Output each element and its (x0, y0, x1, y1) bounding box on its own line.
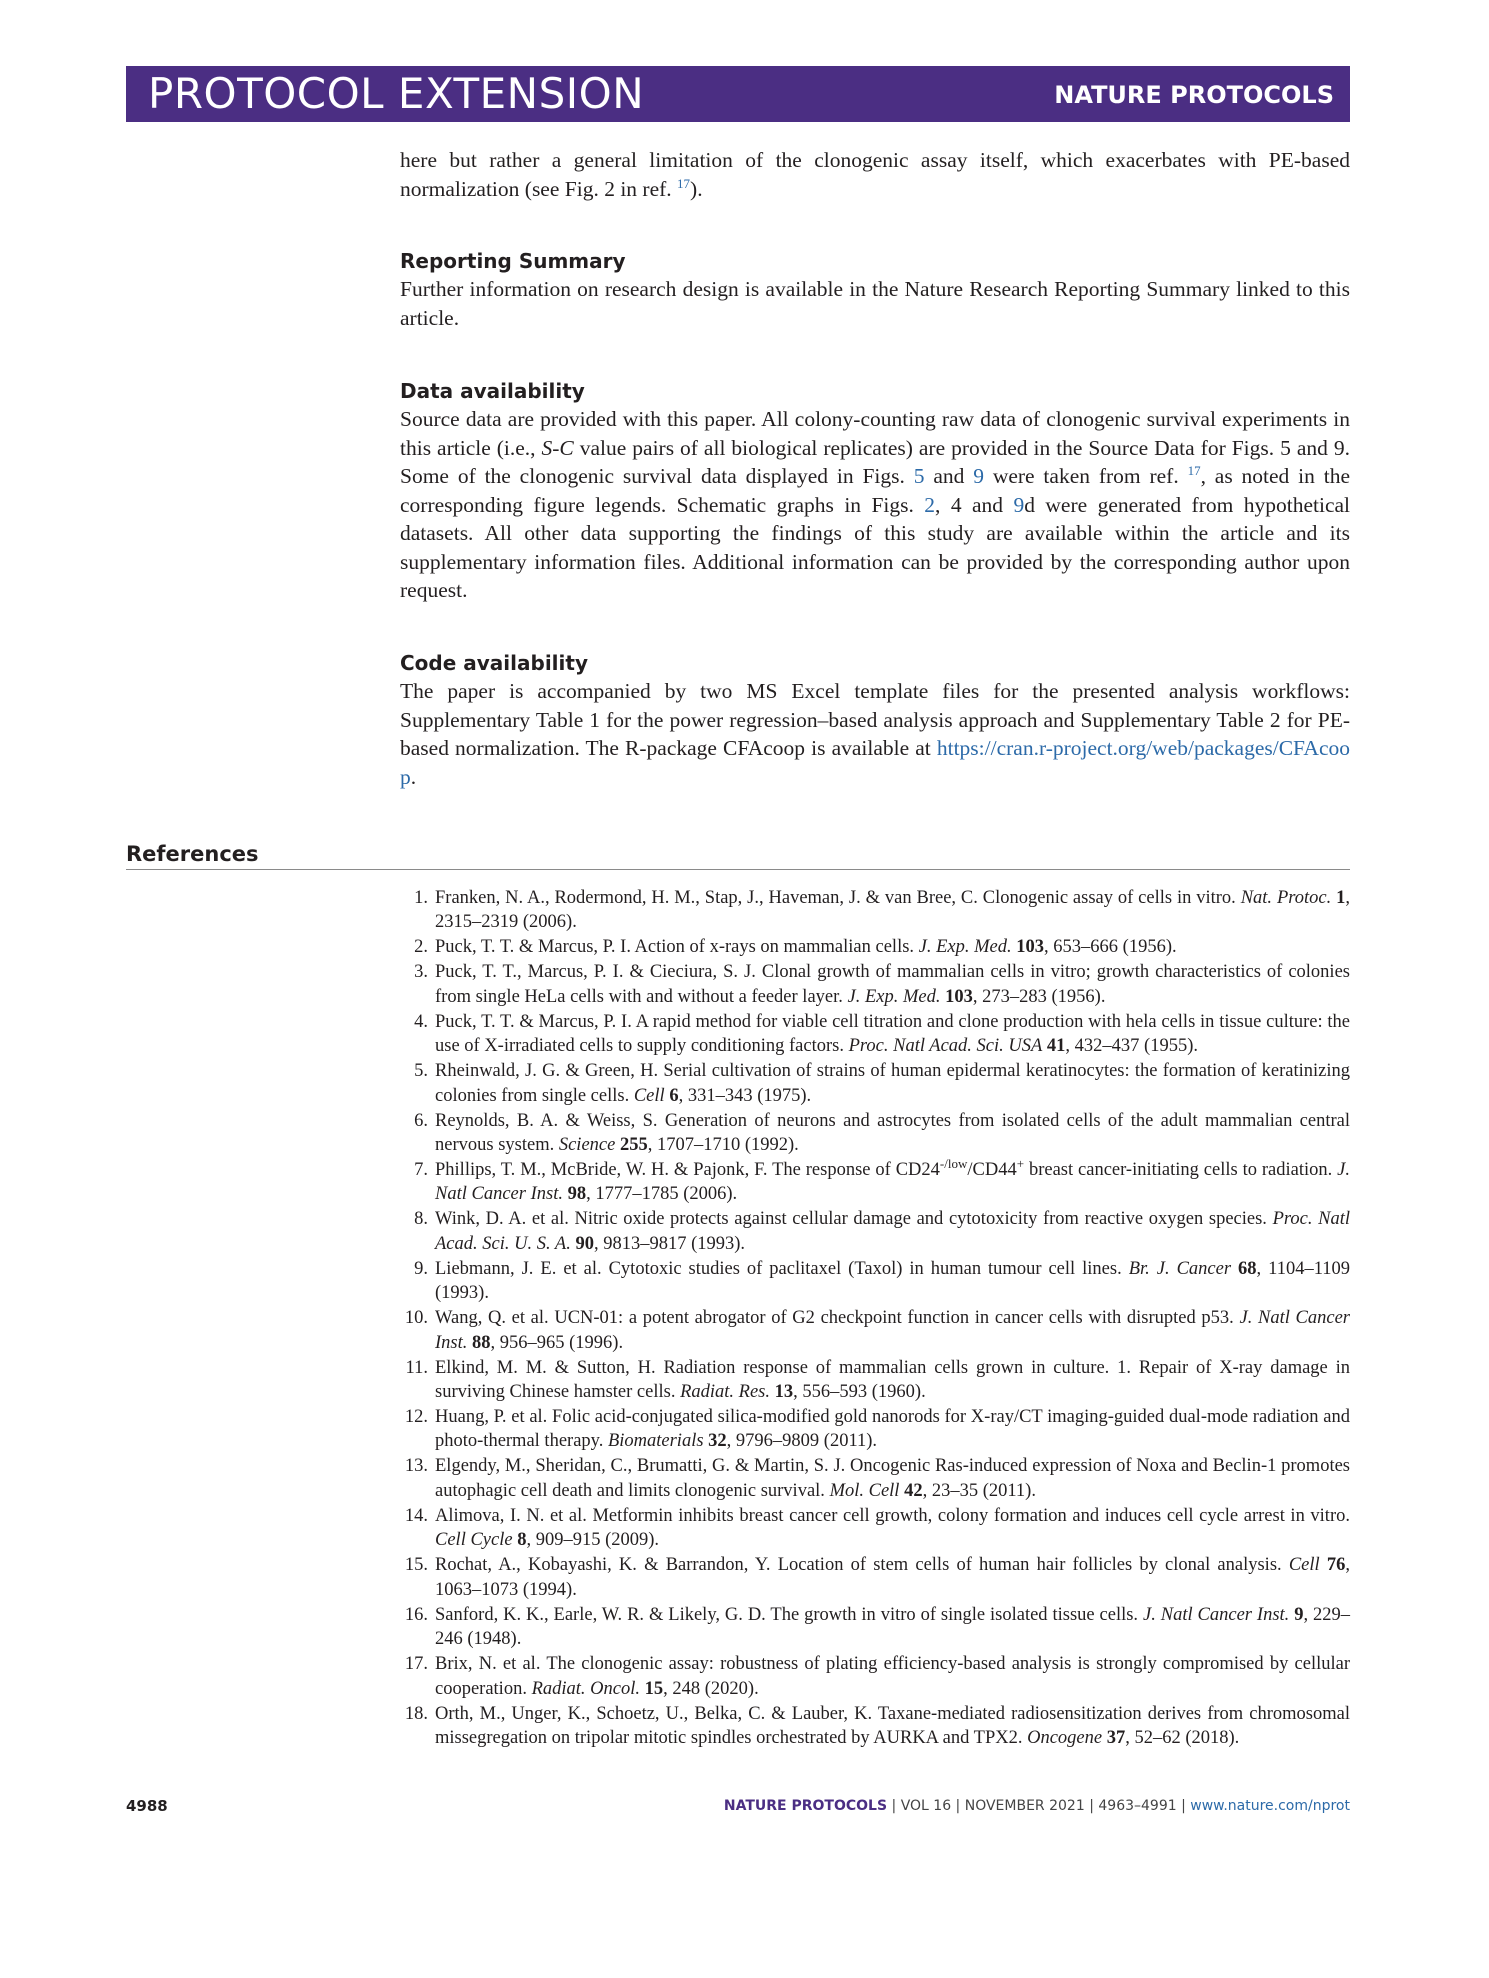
intro-paragraph: here but rather a general limitation of the clonogenic assay itself, which exacerbates with PE-based normalization (see Fig. 2 in ref. $^{17}$). (400, 148, 1350, 201)
ref-link-17[interactable]: 17 (677, 175, 691, 191)
section-text: The paper is accompanied by two MS Excel template files for the presented analysis workflows: Supplementary Table 1 for the power regression–based analysis approach and Supplementary Table 2 for PE-based normalization. The R-package CFAcoop is available at https://cran.r-project.org/web/packages/CFAcoop. (400, 679, 1350, 789)
reference-item: 4. Puck, T. T. & Marcus, P. I. A rapid method for viable cell titration and clone production with hela cells in tissue culture: the use of X-irradiated cells to supply conditioning factors. Proc. Natl Acad. Sci. USA 41, 432–437 (1955). (414, 1011, 1350, 1057)
section-heading: Data availability (400, 379, 585, 403)
journal-name: NATURE PROTOCOLS (1054, 81, 1334, 109)
section-heading: Reporting Summary (400, 249, 626, 273)
reference-item: 7. Phillips, T. M., McBride, W. H. & Pajonk, F. The response of $CD24^{-/low}/CD44^+$ breast cancer-initiating cells to radiation. J. Natl Cancer Inst. 98, 1777–1785 (2006). (414, 1155, 1350, 1205)
reference-item: 13. Elgendy, M., Sheridan, C., Brumatti, G. & Martin, S. J. Oncogenic Ras-induced expression of Noxa and Beclin-1 promotes autophagic cell death and limits clonogenic survival. Mol. Cell 42, 23–35 (2011). (404, 1456, 1350, 1501)
reference-item: 2. Puck, T. T. & Marcus, P. I. Action of x-rays on mammalian cells. J. Exp. Med. 103, 653–666 (1956). (414, 937, 1177, 958)
fig-link-9d[interactable]: 9 (1013, 492, 1025, 517)
reference-item: 8. Wink, D. A. et al. Nitric oxide protects against cellular damage and cytotoxicity from reactive oxygen species. Proc. Natl Acad. Sci. U. S. A. 90, 9813–9817 (1993). (414, 1209, 1350, 1254)
references-heading: References (126, 842, 259, 866)
code-availability-section (400, 649, 1350, 791)
reference-item: 11. Elkind, M. M. & Sutton, H. Radiation response of mammalian cells grown in culture. 1. Repair of X-ray damage in surviving Chinese hamster cells. Radiat. Res. 13, 556–593 (1960). (405, 1357, 1350, 1403)
section-text: Source data are provided with this paper. All colony-counting raw data of clonogenic survival experiments in this article (i.e., S-C value pairs of all biological replicates) are provided in the Source Data for Figs. 5 and 9. Some of the clonogenic survival data displayed in Figs. 5 and 9 were taken from ref. $^{17}$, as noted in the corresponding figure legends. Schematic graphs in Figs. 2, 4 and 9d were generated from hypothetical datasets. All other data supporting the findings of this study are available within the article and its supplementary information files. Additional information can be provided by the corresponding author upon request. (400, 407, 1351, 602)
reference-item: 1. Franken, N. A., Rodermond, H. M., Stap, J., Haveman, J. & van Bree, C. Clonogenic assay of cells in vitro. Nat. Protoc. 1, 2315–2319 (2006). (414, 888, 1350, 933)
section-title: PROTOCOL EXTENSION (148, 69, 645, 118)
reference-item: 6. Reynolds, B. A. & Weiss, S. Generation of neurons and astrocytes from isolated cells of the adult mammalian central nervous system. Science 255, 1707–1710 (1992). (414, 1110, 1350, 1156)
section-heading: Code availability (400, 651, 588, 675)
fig-link-5[interactable]: 5 (913, 464, 925, 488)
fig-link-2[interactable]: 2 (924, 492, 936, 517)
reference-item: 12. Huang, P. et al. Folic acid-conjugated silica-modified gold nanorods for X-ray/CT imaging-guided dual-mode radiation and photo-thermal therapy. Biomaterials 32, 9796–9809 (2011). (404, 1407, 1350, 1452)
reference-item: 14. Alimova, I. N. et al. Metformin inhibits breast cancer cell growth, colony formation and induces cell cycle arrest in vitro. Cell Cycle 8, 909–915 (2009). (404, 1505, 1350, 1551)
reference-item: 3. Puck, T. T., Marcus, P. I. & Cieciura, S. J. Clonal growth of mammalian cells in vitro; growth characteristics of colonies from single HeLa cells with and without a feeder layer. J. Exp. Med. 103, 273–283 (1956). (414, 962, 1350, 1007)
reporting-summary-section (400, 247, 1350, 332)
reference-item: 18. Orth, M., Unger, K., Schoetz, U., Belka, C. & Lauber, K. Taxane-mediated radiosensitization derives from chromosomal missegregation on tripolar mitotic spindles orchestrated by AURKA and TPX2. Oncogene 37, 52–62 (2018). (404, 1703, 1350, 1748)
reference-item: 17. Brix, N. et al. The clonogenic assay: robustness of plating efficiency-based analysis is strongly compromised by cellular cooperation. Radiat. Oncol. 15, 248 (2020). (404, 1654, 1350, 1699)
footer-citation: NATURE PROTOCOLS | VOL 16 | NOVEMBER 2021 | 4963–4991 | www.nature.com/nprot (723, 1798, 1350, 1814)
reference-item: 5. Rheinwald, J. G. & Green, H. Serial cultivation of strains of human epidermal keratinocytes: the formation of keratinizing colonies from single cells. Cell 6, 331–343 (1975). (414, 1061, 1350, 1106)
page-number: 4988 (126, 1797, 168, 1815)
header-banner (126, 66, 1350, 122)
reference-list (400, 886, 1350, 1751)
fig-link-9[interactable]: 9 (973, 464, 984, 488)
reference-item: 16. Sanford, K. K., Earle, W. R. & Likely, G. D. The growth in vitro of single isolated tissue cells. J. Natl Cancer Inst. 9, 229–246 (1948). (404, 1604, 1351, 1650)
references-divider (126, 869, 1350, 870)
ref-link-17[interactable]: 17 (1187, 462, 1201, 478)
journal-url[interactable]: www.nature.com/nprot (1190, 1798, 1350, 1814)
data-availability-section (400, 377, 1350, 605)
reference-item: 9. Liebmann, J. E. et al. Cytotoxic studies of paclitaxel (Taxol) in human tumour cell lines. Br. J. Cancer 68, 1104–1109 (1993). (414, 1258, 1351, 1304)
reference-item: 10. Wang, Q. et al. UCN-01: a potent abrogator of G2 checkpoint function in cancer cells with disrupted p53. J. Natl Cancer Inst. 88, 956–965 (1996). (404, 1308, 1351, 1353)
section-text: Further information on research design is available in the Nature Research Reporting Summary linked to this article. (400, 277, 1350, 330)
reference-item: 15. Rochat, A., Kobayashi, K. & Barrandon, Y. Location of stem cells of human hair follicles by clonal analysis. Cell 76, 1063–1073 (1994). (404, 1555, 1350, 1600)
cran-link[interactable]: https://cran.r-project.org/web/packages/CFAcoop (400, 736, 1350, 789)
